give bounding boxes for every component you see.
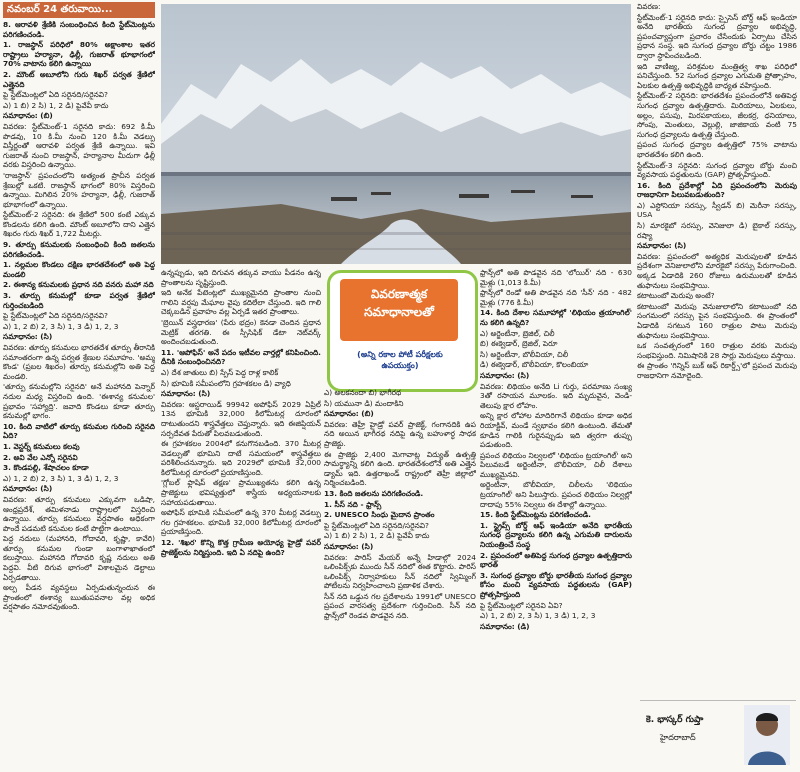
paragraph: 9. తూర్పు కనుమలకు సంబంధించి కింది జతలను పరిగణించండి.: [3, 240, 155, 259]
paragraph: 12. 'శిఖర' కొన్ని కొత్త గ్రామీణ అయోధ్య హైడ్రో పవర్ ప్రాజెక్ట్‌లను నిర్మిస్తుంది. ఇది ఏ నదిపై ఉంది?: [161, 538, 321, 557]
paragraph: సమాధానం: (సి): [637, 241, 687, 251]
paragraph: ఇది వాణిజ్య, పరిశ్రమల మంత్రిత్వ శాఖ పరిధిలో పనిచేస్తుంది. 52 సుగంధ ద్రవ్యాల ఎగుమతి ప్రోత్సాహం, ఏలకుల ఉత్పత్తి అభివృద్ధికి బాధ్యత వహిస్తుంది.: [637, 61, 797, 90]
paragraph: ఫ్రాన్స్‌లో అతి పొడవైన నది 'లోయిర్' నది - 630 మైళ్లు (1,013 కి.మీ): [480, 268, 632, 287]
paragraph: 2. అవి వేల ఎన్నో సరైనవి: [3, 452, 78, 462]
column-1-body: [3, 20, 155, 612]
paragraph: సి) యమునా డి) మందాకిని: [324, 398, 404, 408]
paragraph: 1. వెస్టర్న్ కనుమలు కలవు: [3, 441, 80, 451]
paragraph: వివరణ: స్టేట్‌మెంట్-1 సరైనది కాదు: 692 కి.మీ పొడవు, 10 కి.మీ నుంచి 120 కి.మీ వెడల్పు విస్తీర్ణంతో ఆరావళి పర్వత శ్రేణి ఉన్నాయి. ఇవి గుజరాత్ నుంచి రాజస్థాన్, హర్యానాల మీదుగా ఢిల్లీ వరకు విస్తరించి ఉన్నాయి.: [3, 121, 155, 170]
paragraph: సమాధానం: (సి): [324, 541, 374, 551]
paragraph: ఎ) దేశ జాతులు బి) స్పేస్ పెద్ద రాళ్ల కాలిక్: [161, 367, 279, 377]
paragraph: 8. ఆరావళి శ్రేణికి సంబంధించిన కింది స్టేట్‌మెంట్లను పరిగణించండి.: [3, 20, 155, 39]
paragraph: ఈ గ్రహశకలం 2004లో కనుగొనబడింది. 370 మీటర్ల వెడల్పుతో భూమిని దాటే సమయంలో శాస్త్రవేత్తలు పరిశీలించనున్నారు. ఇది 2029లో భూమికి 32,000 కిలోమీటర్ల దూరంలో ప్రయాణిస్తుంది.: [161, 439, 321, 477]
paragraph: ఎ) ఎస్టోనియా సరస్సు, స్వీడన్ బి) మెరీనా సరస్సు, USA: [637, 200, 797, 220]
callout-title: వివరణాత్మక సమాధానాలతో: [340, 279, 458, 341]
paragraph: 'గ్లోబల్ ఫ్లాషిప్ తక్షణ' ప్రాముఖ్యతను కలిగి ఉన్న ప్రాజెక్టులు భవిష్యత్తులో శాస్త్రీయ అధ్యయనాలకు సహాయపడుతాయి.: [161, 478, 321, 507]
paragraph: 2. మౌంట్ అబూలోని గురు శిఖర్ పర్వత శ్రేణిలో ఎత్తైనది: [3, 69, 155, 89]
paragraph: వివరణ: ప్రపంచంలో అత్యధిక మెరుపులతో కూడిన ప్రదేశంగా వెనిజులాలోని మారకైబో సరస్సు పేరుగాంచింది. అక్కడ ఏడాదికి 260 రోజులు ఉరుములతో కూడిన తుఫానులు సంభవిస్తాయి.: [637, 251, 797, 290]
paragraph: ఫ్రాన్స్‌లో రెండో అతి పొడవైన నది 'సీన్' నది - 482 మైళ్లు (776 కి.మీ): [480, 288, 632, 307]
column-3: [324, 388, 476, 770]
paragraph: 13. కింది జతలను పరిగణించండి.: [324, 488, 424, 498]
column-4: [480, 268, 632, 770]
paragraph: 2. ఈశాన్య కనుమలకు ప్రధాన నది వనరు మహా నది: [3, 280, 154, 290]
column-2: [161, 268, 321, 770]
paragraph: సమాధానం: (సి): [161, 389, 211, 399]
column-5-body: [637, 2, 797, 381]
paragraph: ప్రపంచ సుగంధ ద్రవ్యాల ఉత్పత్తిలో 75% వాటాను భారతదేశం కలిగి ఉంది.: [637, 140, 797, 159]
paragraph: ఉన్నప్పుడు, ఇది దిగువన తక్కువ వాయు పీడనం ఉన్న ప్రాంతాలను సృష్టిస్తుంది.: [161, 268, 321, 287]
paragraph: సమాధానం: (సి): [3, 332, 53, 342]
paragraph: సమాధానం: (డి): [480, 621, 530, 631]
column-3-body: [324, 388, 476, 621]
paragraph: ఎ) 1, 2 బి) 2, 3 సి) 1, 3 డి) 1, 2, 3: [480, 611, 596, 621]
paragraph: వివరణ:: [637, 2, 661, 11]
paragraph: డి) ఈక్వెడార్, బొలీవియా, కొలంబియా: [480, 360, 589, 370]
paragraph: వివరణ: లిథియం అనేది Li గుర్తు, పరమాణు సంఖ్య 3తో రసాయన మూలకం. ఇది మృదువైన, వెండి-తెలుపు క్షార లోహం.: [480, 381, 632, 410]
paragraph: ఎ) 1, 2 బి) 2, 3 సి) 1, 3 డి) 1, 2, 3: [3, 321, 119, 331]
callout-box: [327, 270, 478, 392]
paragraph: సి) భూమికి సమీపంలోని గ్రహశకలం డి) వ్యాధి: [161, 378, 291, 388]
paragraph: వివరణ: పారిస్ మేయర్ అన్నే హిడాల్గో 2024 ఒలింపిక్స్‌కు ముందు సీన్ నదిలో ఈత కొట్టారు. పారిస్ ఒలింపిక్స్ నిర్వాహకులు సీన్ నదిలో స్విమ్మింగ్ పోటీలను నిర్వహించాలని ప్రణాళిక చేశారు.: [324, 552, 476, 591]
paragraph: పై స్టేట్‌మెంట్లలో ఏది సరైనది/సరైనవి?: [324, 520, 429, 530]
paragraph: పెద్ద నదులు (మహానది, గోదావరి, కృష్ణా, కావేరి) తూర్పు కనుమల గుండా బంగాళాఖాతంలో కలుస్తాయి. మహానది గోదావరి కృష్ణ నదులు అతి పెద్దవి. వీటి దిగువ భాగంలో విశాలమైన డెల్టాలు ఏర్పడతాయి.: [3, 534, 155, 582]
author-place: హైదరాబాద్: [660, 733, 696, 742]
paragraph: బి) ఈక్వెడార్, బ్రెజిల్, పెరూ: [480, 339, 558, 349]
continuation-banner: నవంబర్ 24 తరువాయి...: [3, 2, 155, 18]
paragraph: 3. కొండపల్లి, శేషాచలం కూడా: [3, 463, 89, 473]
paragraph: ఎ) 1 బి) 2 సి) 1, 2 డి) పైవేవీ కాదు: [3, 100, 109, 110]
paragraph: సి) మారకైబో సరస్సు, వెనిజులా డి) బైకాల్ సరస్సు, రష్యా: [637, 221, 797, 240]
paragraph: 1. సీస్ నది - ఫ్రాన్స్: [324, 499, 382, 509]
paragraph: సమాధానం: (బి): [3, 111, 53, 121]
photo-image: [161, 4, 631, 264]
paragraph: 2. ప్రపంచంలో అతిపెద్ద సుగంధ ద్రవ్యాల ఉత్పత్తిదారు భారత్: [480, 550, 632, 570]
paragraph: అపోఫిస్ భూమికి సమీపంలో ఉన్న 370 మీటర్ల వెడల్పు గల గ్రహశకలం. భూమికి 32,000 కిలోమీటర్ల దూరంలో ప్రయాణిస్తుంది.: [161, 508, 321, 537]
paragraph: పై స్టేట్‌మెంట్లలో ఏది సరైనది/సరైనవి?: [3, 311, 108, 321]
paragraph: 10. కింది వాటిలో తూర్పు కనుమల గురించి సరైనది ఏది?: [3, 421, 155, 441]
paragraph: స్టేట్‌మెంట్-2 సరైనది: ఈ శ్రేణిలో 500 కంటే ఎక్కువ కొండలను కలిగి ఉంది. మౌంట్ అబూలోని దాని ఎత్తైన శిఖరం గురు శిఖర్ 1,722 మీటర్లు.: [3, 210, 155, 239]
paragraph: ఎ) అలకనందా బి) భాగీరథ: [324, 388, 402, 397]
paragraph: అన్ని క్షార లోహాల మాదిరిగానే లిథియం కూడా అధిక రియాక్టివ్, మండే స్వభావం కలిగి ఉంటుంది. తేమతో కూడిన గాలికి గురైనప్పుడు ఇది త్వరగా తుప్పు పడుతుంది.: [480, 411, 632, 450]
paragraph: కటాటుంబో మెరుపు వెనుజులాలోని కటాటుంబో నది సంగమంలో సరస్సు పైన సంభవిస్తుంది. ఈ ప్రాంతంలో ఏడాదికి సగటున 160 రాత్రుల పాటు మెరుపు తుఫానులు సంభవిస్తాయి.: [637, 301, 797, 340]
paragraph: అల్ప పీడన వ్యవస్థలు ఏర్పడుతున్నందున ఈ ప్రాంతంలో ఈశాన్య ఋతుపవనాల వల్ల అధిక వర్షపాతం నమోదవుతుంది.: [3, 583, 155, 612]
paragraph: 'రాజస్థాన్' ప్రపంచంలోని అత్యంత ప్రాచీన పర్వత శ్రేణుల్లో ఒకటి. రాజస్థాన్ భాగంలో 80% విస్తరించి ఉన్నాయి. మిగిలిన 20% హర్యానా, ఢిల్లీ, గుజరాత్ భూభాగంలో ఉన్నాయి.: [3, 170, 155, 209]
paragraph: 1. నల్లమల కొండలు దక్షిణ భారతదేశంలో అతి పెద్ద మండలి: [3, 260, 155, 279]
avatar-icon: [744, 705, 790, 765]
paragraph: ఒక సంవత్సరంలో 160 రాత్రుల వరకు మెరుపు సంభవిస్తుంది. నిమిషానికి 28 సార్లు మెరుపులు వస్తాయి.: [637, 341, 797, 360]
author-photo: [744, 705, 790, 765]
paragraph: 'బ్రెయిన్ వస్త్రధారణ' (పేరు భద్రం) కెనడా చెందిన ప్రధాన మెట్రిక్ తరగతి. ఈ స్పీసిఫిక్ డేటా నెట్‌వర్క్ అందించబడుతుంది.: [161, 317, 321, 347]
paragraph: ఈ ప్రాజెక్టు 2,400 మెగావాట్ల విద్యుత్ ఉత్పత్తి సామర్థ్యాన్ని కలిగి ఉంది. భారతదేశంలోనే అతి ఎత్తైన డ్యామ్ ఇది. ఉత్తరాఖండ్ రాష్ట్రంలో తెహ్రీ జిల్లాలో నిర్మించబడింది.: [324, 449, 476, 488]
paragraph: స్టేట్‌మెంట్-2 సరైనది: భారతదేశం ప్రపంచంలోనే అతిపెద్ద సుగంధ ద్రవ్యాల ఉత్పత్తిదారు. మిరియాలు, ఏలకులు, అల్లం, పసుపు, మిరపకాయలు, జీలకర్ర, ధనియాలు, సోంపు, మెంతులు, వెల్లుల్లి, జాజికాయ వంటి 75 సుగంధ ద్రవ్యాలను ఉత్పత్తి చేస్తుంది.: [637, 91, 797, 139]
paragraph: కటాటుంబో మెరుపు అంటే?: [637, 291, 715, 301]
paragraph: ఎ) 1, 2 బి) 2, 3 సి) 1, 3 డి) 1, 2, 3: [3, 473, 119, 483]
lake-mountain-photo: [161, 4, 631, 264]
paragraph: సమాధానం: (సి): [480, 370, 530, 380]
paragraph: వివరణ: ఆస్టరాయిడ్ 99942 అపోఫిస్ 2029 ఏప్రిల్ 13న భూమికి 32,000 కిలోమీటర్ల దూరంలో దాటుతుందని శాస్త్రవేత్తలు చెప్తున్నారు. ఇది ఈజిప్షియన్ సర్పదేవత పేరుతో పిలవబడుతుంది.: [161, 399, 321, 438]
paragraph: సమాధానం: (సి): [3, 484, 53, 494]
column-1: [3, 2, 155, 770]
paragraph: 1. రాజస్థాన్ పరిధిలో 80% అక్షాంశాల ఇతర రాష్ట్రాలు హర్యానా, ఢిల్లీ, గుజరాత్ భూభాగంలో 70% వాటాను కలిగి ఉన్నాయి: [3, 40, 155, 69]
paragraph: పై స్టేట్‌మెంట్లలో ఏది సరైనది/సరైనవి?: [3, 90, 108, 100]
paragraph: ప్రపంచ లిథియం నిల్వలలో 'లిథియం ట్రయాంగిల్' అని పిలువబడే అర్జెంటీనా, బొలీవియా, చిలీ దేశాలు ముఖ్యమైనవి.: [480, 450, 632, 479]
column-4-body: [480, 268, 632, 631]
paragraph: అర్జెంటీనా, బొలీవియా, చిలీలను 'లిథియం ట్రయాంగిల్' అని పిలుస్తారు. ప్రపంచ లిథియం నిల్వల్లో దాదాపు 55% నిల్వలు ఈ దేశాల్లో ఉన్నాయి.: [480, 480, 632, 509]
paragraph: ఎ) 1 బి) 2 సి) 1, 2 డి) పైవేవీ కాదు: [324, 531, 430, 541]
paragraph: పై స్టేట్‌మెంట్లలో సరైనవి ఏవి?: [480, 600, 563, 610]
column-5: [637, 2, 797, 697]
paragraph: 2. UNESCO సింధు మైదాన ప్రాంతం: [324, 510, 435, 520]
column-2-body: [161, 268, 321, 557]
paragraph: స్టేట్‌మెంట్-1 సరైనది కాదు: స్పైసెస్ బోర్డ్ ఆఫ్ ఇండియా అనేది భారతీయ సుగంధ ద్రవ్యాల అభివృద్ధి, ప్రపంచవ్యాప్తంగా ప్రచారం చేసేందుకు ఏర్పాటు చేసిన ప్రధాన సంస్థ. ఇది సుగంధ ద్రవ్యాల బోర్డు చట్టం 1986 ద్వారా స్థాపించబడింది.: [637, 12, 797, 60]
paragraph: 14. కింది దేశాల సమూహాల్లో 'లిథియం త్రయాంగిల్' ను కలిగి ఉన్నది?: [480, 308, 632, 327]
paragraph: సమాధానం: (బి): [324, 409, 374, 419]
paragraph: 'తూర్పు కనుమల్లోని సరైనది' అనే మహానది పెన్నార్ నదుల మధ్య విస్తరించి ఉంది. 'ఈశాన్య కనుమల' ప్రభావం 'సహ్యాద్రి'. జవాది కొండలు కూడా తూర్పు కనుమల్లో భాగం.: [3, 382, 155, 421]
author-byline: [640, 700, 796, 769]
paragraph: స్టేట్‌మెంట్-3 సరైనది: సుగంధ ద్రవ్యాల బోర్డు మంచి వ్యవసాయ పద్ధతులను (GAP) ప్రోత్సహిస్తుంది.: [637, 160, 797, 180]
paragraph: 3. తూర్పు కనుమల్లో కూడా పర్వత శ్రేణిలో గుర్తించబడింది: [3, 291, 155, 310]
paragraph: ఈ ప్రాంతం 'గిన్నిస్ బుక్ ఆఫ్ రికార్డ్స్'లో ప్రపంచ మెరుపు రాజధానిగా నమోదైంది.: [637, 361, 797, 380]
paragraph: సి) అర్జెంటీనా, బొలీవియా, చిలీ: [480, 349, 569, 359]
author-name: కె. భాస్కర్ గుప్తా: [646, 715, 704, 725]
paragraph: ఇది అనేక పేటెంట్లలో ముఖ్యమైనది ప్రాంతాల నుంచి గాలిని వర్షపు మేఘాల వైపు కదిలేలా చేస్తుంది. ఇది గాలి చెక్కబడిన ప్రవాహం వల్ల ఏర్పడే ఇతర ప్రాంతాలు.: [161, 288, 321, 317]
paragraph: సీన్ నది ఒడ్డున గల ప్రదేశాలను 1991లో UNESCO ప్రపంచ వారసత్వ ప్రదేశంగా గుర్తించింది. సీన్ నది ఫ్రాన్స్‌లో రెండవ పొడవైన నది.: [324, 591, 476, 621]
paragraph: వివరణ: తూర్పు కనుమలు ఎక్కువగా ఒడిషా, ఆంధ్రప్రదేశ్, తమిళనాడు రాష్ట్రాలలో విస్తరించి ఉన్నాయి. తూర్పు కనుమలు వర్షపాతం అధికంగా పొందే పడమటి కనుమల కంటే పొట్టిగా ఉంటాయి.: [3, 494, 155, 533]
paragraph: 11. 'ఆపోఫిస్' అనే పదం ఇటీవల వార్తల్లో కనిపించింది. దీనికి సంబంధించినది?: [161, 347, 321, 367]
paragraph: వివరణ: తూర్పు కనుమలు భారతదేశ తూర్పు తీరానికి సమాంతరంగా ఉన్న పర్వత శ్రేణుల సమూహం. 'అమ్మ కొండ' (ప్రబల శిఖరం) తూర్పు కనుమల్లోని అతి పెద్ద మండలి.: [3, 343, 155, 381]
paragraph: వివరణ: తెహ్రీ హైడ్రో పవర్ ప్రాజెక్ట్, గంగానదికి ఉప నది అయిన భాగీరథ నదిపై ఉన్న బహుళార్థ సాధక ప్రాజెక్టు.: [324, 419, 476, 448]
paragraph: 1. స్ట్రైప్స్ బోర్డ్ ఆఫ్ ఇండియా అనేది భారతీయ సుగంధ ద్రవ్యాలను కలిగి ఉన్న ఎగుమతి దారులను నియంత్రించే సంస్థ: [480, 520, 632, 550]
callout-subtitle: (అన్ని రకాల పోటీ పరీక్షలకు ఉపయుక్తం): [357, 350, 443, 370]
paragraph: 15. కింది స్టేట్‌మెంట్లను పరిగణించండి.: [480, 510, 591, 520]
paragraph: ఎ) అర్జెంటీనా, బ్రెజిల్, చిలీ: [480, 328, 555, 338]
paragraph: 3. సుగంధ ద్రవ్యాల బోర్డు భారతీయ సుగంధ ద్రవ్యాల కోసం మంచి వ్యవసాయ పద్ధతులను (GAP) ప్రోత్సహిస్తుంది: [480, 570, 632, 599]
paragraph: 16. కింది ప్రదేశాల్లో ఏది ప్రపంచంలోని మెరుపు రాజధానిగా పిలువబడుతుంది?: [637, 180, 797, 200]
